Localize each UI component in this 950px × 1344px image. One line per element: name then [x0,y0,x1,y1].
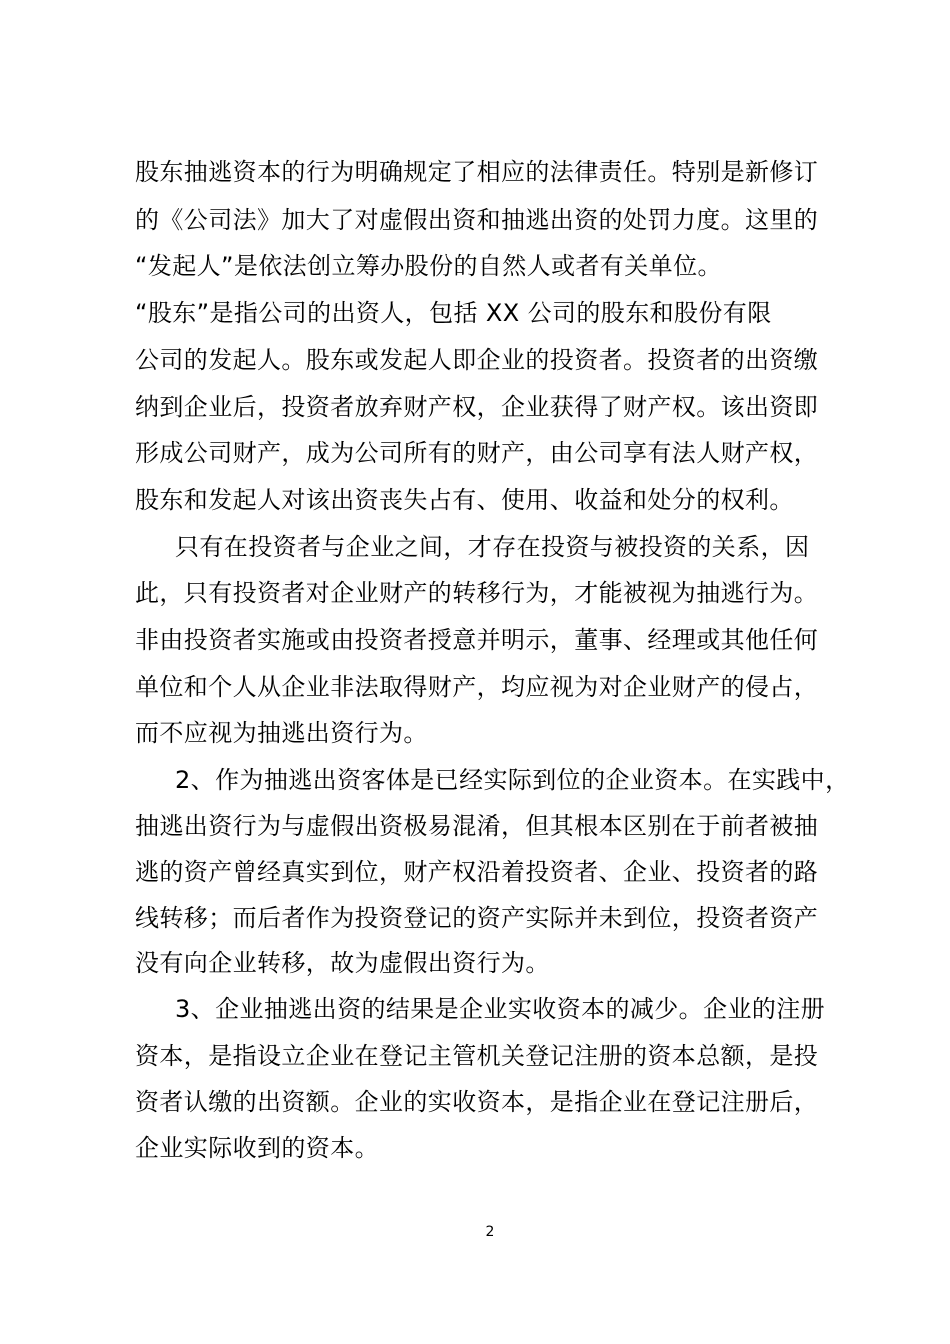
paragraph-first-line: 2、作为抽逃出资客体是已经实际到位的企业资本。在实践中， [175,766,850,794]
text-line: 抽逃出资行为与虚假出资极易混淆，但其根本区别在于前者被抽 [135,812,819,840]
text-line: 企业实际收到的资本。 [135,1134,379,1162]
paragraph-first-line: 只有在投资者与企业之间，才存在投资与被投资的关系，因 [175,533,810,561]
text-line: 公司的发起人。股东或发起人即企业的投资者。投资者的出资缴 [135,346,819,374]
text-line: 股东和发起人对该出资丧失占有、使用、收益和处分的权利。 [135,486,794,514]
text-line: 形成公司财产，成为公司所有的财产，由公司享有法人财产权， [135,439,819,467]
text-line: 股东抽逃资本的行为明确规定了相应的法律责任。特别是新修订 [135,158,819,186]
text-line: 而不应视为抽逃出资行为。 [135,719,428,747]
text-line: 单位和个人从企业非法取得财产，均应视为对企业财产的侵占， [135,673,819,701]
text-line: 此，只有投资者对企业财产的转移行为，才能被视为抽逃行为。 [135,579,819,607]
paragraph-first-line: 3、企业抽逃出资的结果是企业实收资本的减少。企业的注册 [175,995,826,1023]
text-line: 没有向企业转移，故为虚假出资行为。 [135,949,550,977]
text-line: “股东”是指公司的出资人，包括 XX 公司的股东和股份有限 [135,299,772,327]
text-line: “发起人”是依法创立筹办股份的自然人或者有关单位。 [135,252,722,280]
text-line: 的《公司法》加大了对虚假出资和抽逃出资的处罚力度。这里的 [135,206,819,234]
text-line: 非由投资者实施或由投资者授意并明示，董事、经理或其他任何 [135,626,819,654]
text-line: 逃的资产曾经真实到位，财产权沿着投资者、企业、投资者的路 [135,858,819,886]
text-line: 纳到企业后，投资者放弃财产权，企业获得了财产权。该出资即 [135,393,819,421]
text-line: 资者认缴的出资额。企业的实收资本，是指企业在登记注册后， [135,1088,819,1116]
text-line: 资本，是指设立企业在登记主管机关登记注册的资本总额，是投 [135,1042,819,1070]
text-line: 线转移；而后者作为投资登记的资产实际并未到位，投资者资产 [135,904,819,932]
page-number: 2 [485,1224,495,1240]
